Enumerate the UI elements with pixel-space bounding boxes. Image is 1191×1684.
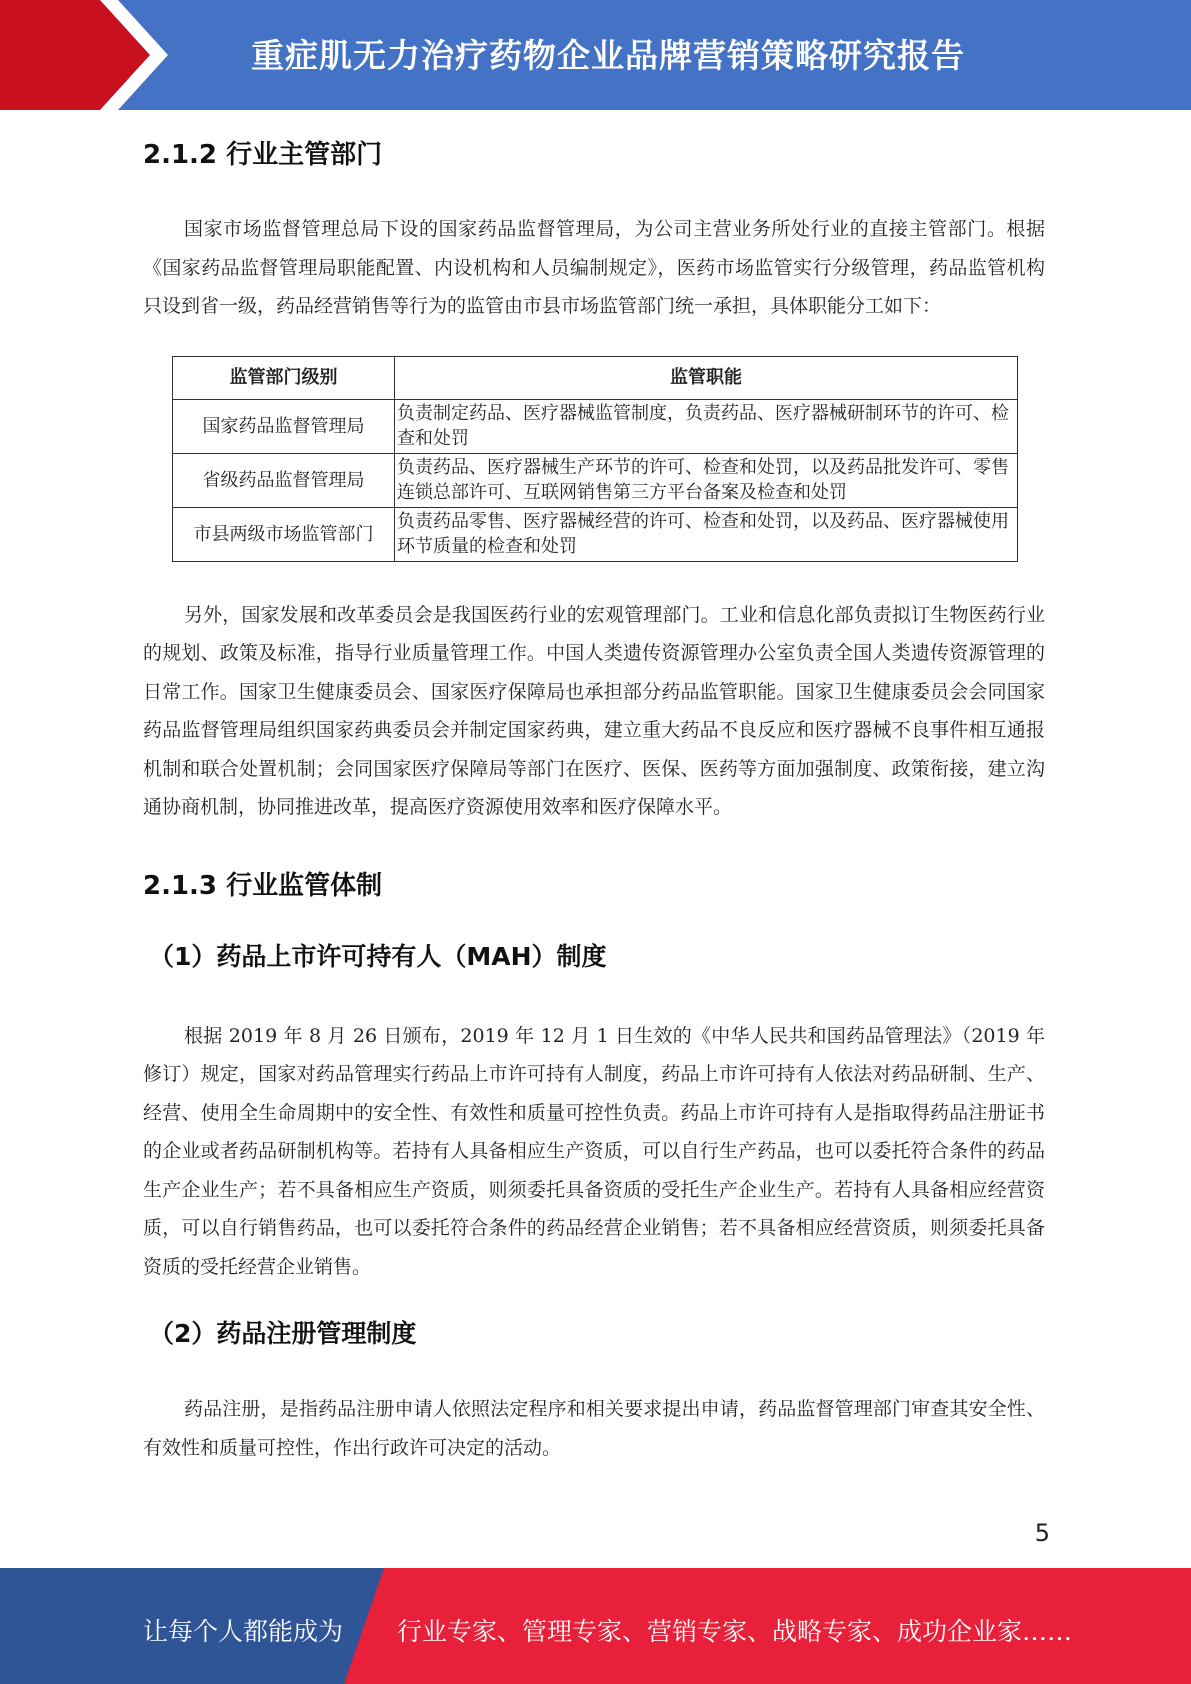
page-number: 5 (1034, 1519, 1050, 1547)
paragraph-mah: 根据 2019 年 8 月 26 日颁布，2019 年 12 月 1 日生效的《中华人民共和国药品管理法》（2019 年修订）规定，国家对药品管理实行药品上市许可持有人制度，药品上市许可持有人依法对药品研制、生产、经营、使用全生命周期中的安全性、有效性和质量可控性负责。药品上市许可持有人是指取得药品注册证书的企业或者药品研制机构等。若持有人具备相应生产资质，可以自行生产药品，也可以委托符合条件的药品生产企业生产；若不具备相应生产资质，则须委托具备资质的受托生产企业生产。若持有人具备相应经营资质，可以自行销售药品，也可以委托符合条件的药品经营企业销售；若不具备相应经营资质，则须委托具备资质的受托经营企业销售。 (143, 1024, 1045, 1278)
table-cell-level: 省级药品监督管理局 (173, 453, 395, 507)
page-footer (0, 1568, 1191, 1684)
table-header-level: 监管部门级别 (173, 356, 395, 399)
footer-slogan-right: 行业专家、管理专家、营销专家、战略专家、成功企业家…… (397, 1617, 1073, 1646)
table-row (173, 507, 1018, 561)
table-header-function: 监管职能 (395, 356, 1018, 399)
table-cell-level: 市县两级市场监管部门 (173, 507, 395, 561)
paragraph-other-regulators: 另外，国家发展和改革委员会是我国医药行业的宏观管理部门。工业和信息化部负责拟订生物医药行业的规划、政策及标准，指导行业质量管理工作。中国人类遗传资源管理办公室负责全国人类遗传资源管理的日常工作。国家卫生健康委员会、国家医疗保障局也承担部分药品监管职能。国家卫生健康委员会会同国家药品监督管理局组织国家药典委员会并制定国家药典，建立重大药品不良反应和医疗器械不良事件相互通报机制和联合处置机制；会同国家医疗保障局等部门在医疗、医保、医药等方面加强制度、政策衔接，建立沟通协商机制，协同推进改革，提高医疗资源使用效率和医疗保障水平。 (143, 603, 1045, 818)
page-header (0, 0, 1191, 110)
table-header-row (173, 356, 1018, 399)
table-cell-level: 国家药品监督管理局 (173, 399, 395, 453)
table-cell-function: 负责药品、医疗器械生产环节的许可、检查和处罚，以及药品批发许可、零售连锁总部许可、互联网销售第三方平台备案及检查和处罚 (395, 453, 1018, 507)
footer-slogan-left: 让每个人都能成为 (143, 1617, 344, 1646)
regulator-table (172, 356, 1018, 562)
section-heading-2-1-2: 2.1.2 行业主管部门 (143, 140, 383, 170)
paragraph-registration: 药品注册，是指药品注册申请人依照法定程序和相关要求提出申请，药品监督管理部门审查其安全性、有效性和质量可控性，作出行政许可决定的活动。 (143, 1398, 1045, 1459)
subheading-mah: （1）药品上市许可持有人（MAH）制度 (149, 941, 607, 971)
subheading-registration: （2）药品注册管理制度 (149, 1319, 417, 1348)
table-cell-function: 负责药品零售、医疗器械经营的许可、检查和处罚，以及药品、医疗器械使用环节质量的检查和处罚 (395, 507, 1018, 561)
page-content (143, 126, 1045, 1467)
table-row (173, 453, 1018, 507)
report-title: 重症肌无力治疗药物企业品牌营销策略研究报告 (251, 36, 965, 75)
section-heading-2-1-3: 2.1.3 行业监管体制 (143, 870, 383, 901)
table-cell-function: 负责制定药品、医疗器械监管制度，负责药品、医疗器械研制环节的许可、检查和处罚 (395, 399, 1018, 453)
table-row (173, 399, 1018, 453)
paragraph-regulator: 国家市场监督管理总局下设的国家药品监督管理局，为公司主营业务所处行业的直接主管部门。根据《国家药品监督管理局职能配置、内设机构和人员编制规定》，医药市场监管实行分级管理，药品监管机构只设到省一级，药品经营销售等行为的监管由市县市场监管部门统一承担，具体职能分工如下： (143, 218, 1045, 317)
